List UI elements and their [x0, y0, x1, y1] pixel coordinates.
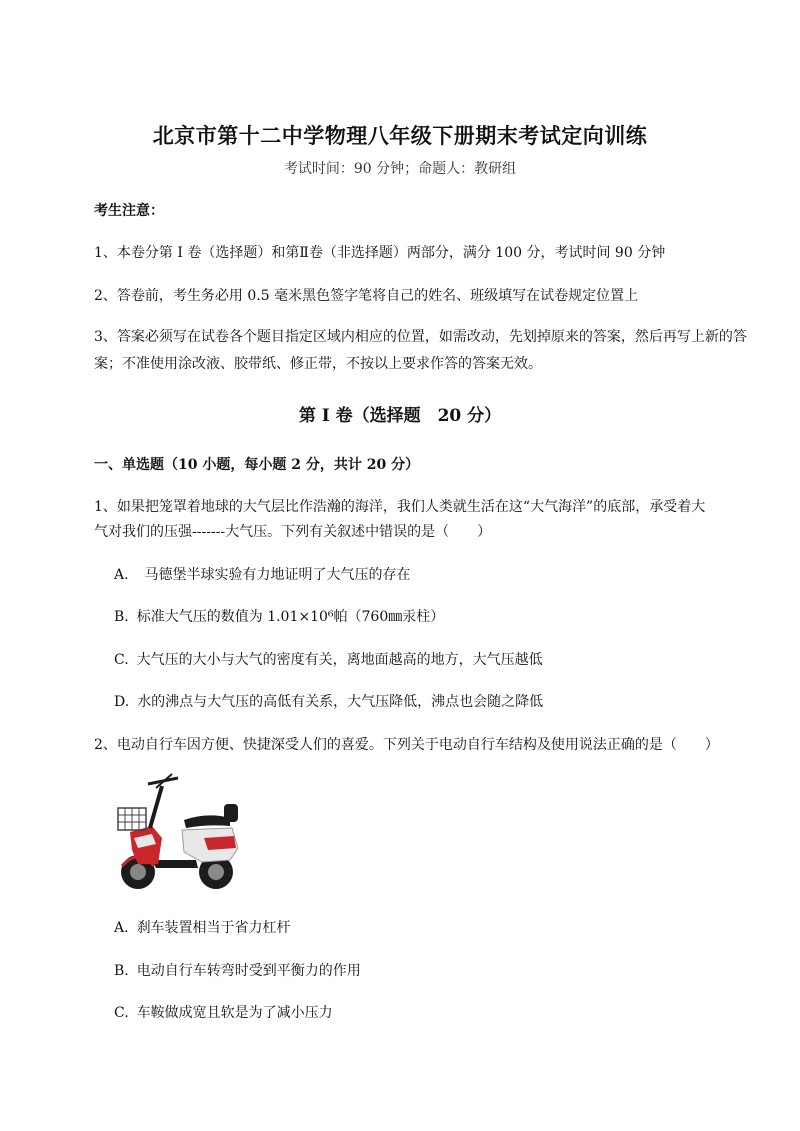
question-2-option-a[interactable] [114, 918, 291, 938]
question-1-stem-line2: 气对我们的压强-------大气压。下列有关叙述中错误的是（ ） [94, 524, 492, 540]
option-letter: C. [114, 1005, 129, 1021]
option-text: 水的沸点与大气压的高低有关系，大气压降低，沸点也会随之降低 [137, 694, 544, 710]
question-1-option-c[interactable] [114, 650, 543, 670]
question-1-option-a[interactable] [114, 565, 411, 585]
option-letter: A. [114, 920, 129, 936]
question-1-option-b[interactable] [114, 607, 444, 627]
option-text: 大气压的大小与大气的密度有关，离地面越高的地方，大气压越低 [136, 652, 543, 668]
exam-subtitle: 考试时间：90 分钟；命题人：教研组 [283, 161, 517, 177]
question-1-stem-line1: 1、如果把笼罩着地球的大气层比作浩瀚的海洋，我们人类就生活在这“大气海洋”的底部，承受着大 [94, 499, 706, 515]
notice-item-2: 2、答卷前，考生务必用 0.5 毫米黑色签字笔将自己的姓名、班级填写在试卷规定位置上 [94, 288, 639, 304]
option-text: 标准大气压的数值为 1.01×10⁶帕（760㎜汞柱） [136, 609, 445, 625]
option-text: 刹车装置相当于省力杠杆 [136, 920, 291, 936]
option-text: 电动自行车转弯时受到平衡力的作用 [136, 963, 361, 979]
notice-item-1: 1、本卷分第 I 卷（选择题）和第Ⅱ卷（非选择题）两部分，满分 100 分，考试时间 90 分钟 [94, 245, 666, 261]
option-letter: B. [114, 963, 129, 979]
exam-title: 北京市第十二中学物理八年级下册期末考试定向训练 [152, 123, 648, 148]
option-letter: A. [114, 567, 129, 583]
option-letter: D. [114, 694, 130, 710]
electric-bicycle-image [112, 768, 248, 896]
notice-heading: 考生注意： [94, 203, 164, 219]
question-1-option-d[interactable] [114, 692, 543, 712]
section-title: 第 I 卷（选择题 20 分） [298, 406, 502, 426]
question-2-stem: 2、电动自行车因方便、快捷深受人们的喜爱。下列关于电动自行车结构及使用说法正确的是（ ） [94, 737, 719, 753]
option-letter: C. [114, 652, 129, 668]
option-text: 车鞍做成宽且软是为了减小压力 [136, 1005, 333, 1021]
option-letter: B. [114, 609, 129, 625]
question-2-option-b[interactable] [114, 961, 361, 981]
part-heading: 一、单选题（10 小题，每小题 2 分，共计 20 分） [94, 457, 420, 473]
notice-item-3: 3、答案必须写在试卷各个题目指定区域内相应的位置，如需改动，先划掉原来的答案，然后再写上新的答案；不准使用涂改液、胶带纸、修正带，不按以上要求作答的答案无效。 [94, 329, 747, 372]
option-text: 马德堡半球实验有力地证明了大气压的存在 [144, 567, 411, 583]
question-2-option-c[interactable] [114, 1003, 333, 1023]
